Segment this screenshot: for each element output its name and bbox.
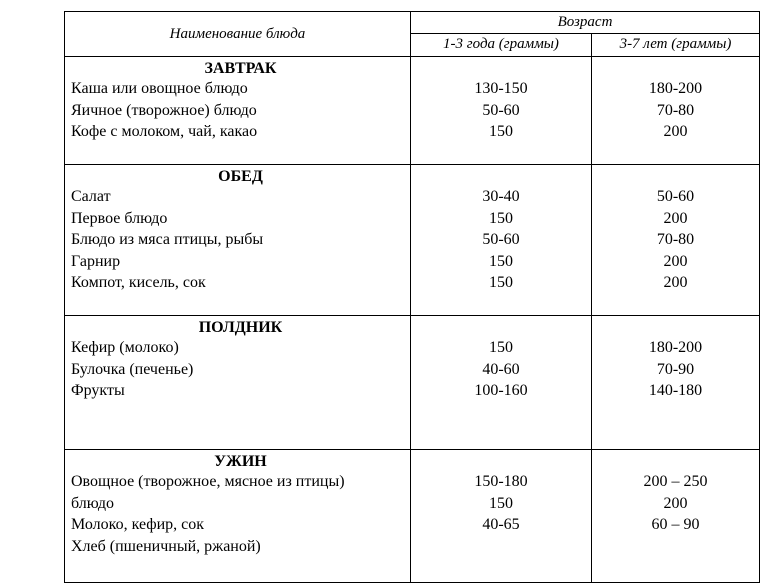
breakfast-3-7 [592, 57, 760, 165]
portion-value: 60 – 90 [651, 516, 700, 533]
lunch-dishes [65, 165, 411, 316]
portion-value: 200 [663, 252, 688, 270]
portion-value: 150-180 [474, 473, 528, 490]
portion-value: 40-60 [482, 360, 520, 378]
portion-value: 180-200 [648, 339, 703, 356]
portion-value: 150 [489, 339, 513, 356]
age-1-3-header: 1-3 года (граммы) [411, 33, 592, 56]
portion-value: 50-60 [482, 101, 520, 119]
dish-name-header: Наименование блюда [65, 12, 411, 57]
dish-item: Блюдо из мяса птицы, рыбы [71, 231, 264, 248]
portion-value: 200 [663, 274, 688, 291]
breakfast-1-3 [411, 57, 592, 165]
portion-value: 200 [663, 494, 688, 512]
dish-item: Овощное (творожное, мясное из птицы) [71, 473, 345, 490]
portion-value: 50-60 [656, 188, 695, 205]
portion-value: 200 – 250 [643, 473, 708, 490]
snack-dishes [65, 316, 411, 450]
breakfast-dishes [65, 57, 411, 165]
portion-value: 150 [489, 252, 513, 270]
portion-value: 30-40 [482, 188, 520, 205]
section-title: ЗАВТРАК [204, 60, 277, 77]
portion-value: 50-60 [482, 231, 520, 248]
portion-value: 180-200 [648, 80, 703, 97]
dish-item: Фрукты [71, 382, 125, 399]
dish-item: Яичное (творожное) блюдо [71, 101, 257, 119]
lunch-3-7 [592, 165, 760, 316]
dish-item: Кефир (молоко) [71, 339, 179, 356]
section-title: ОБЕД [218, 168, 263, 185]
section-title: УЖИН [214, 453, 267, 470]
dish-item: Булочка (печенье) [71, 360, 194, 378]
section-breakfast [65, 57, 760, 165]
menu-table [64, 11, 760, 583]
portion-value: 70-80 [656, 101, 695, 119]
portion-value: 70-80 [656, 231, 695, 248]
lunch-1-3 [411, 165, 592, 316]
header-row-top [65, 12, 760, 34]
dish-item: Каша или овощное блюдо [71, 80, 248, 97]
portion-value: 130-150 [474, 80, 528, 97]
section-dinner [65, 450, 760, 583]
section-afternoon-snack [65, 316, 760, 450]
dish-item: Компот, кисель, сок [71, 274, 206, 291]
section-title: ПОЛДНИК [198, 319, 283, 336]
portion-value: 150 [489, 494, 513, 512]
dish-item: Хлеб (пшеничный, ржаной) [71, 537, 261, 555]
dinner-dishes [65, 450, 411, 583]
portion-value: 150 [489, 123, 513, 140]
dish-item: блюдо [71, 494, 115, 512]
dish-item: Гарнир [71, 252, 121, 270]
dish-item: Салат [71, 188, 111, 205]
portion-value: 40-65 [482, 516, 520, 533]
dish-item: Первое блюдо [71, 209, 168, 227]
portion-value: 140-180 [648, 382, 703, 399]
dish-item: Кофе с молоком, чай, какао [71, 123, 258, 140]
portion-value: 150 [489, 274, 513, 291]
age-header: Возраст [411, 12, 760, 34]
snack-1-3 [411, 316, 592, 450]
portion-value: 100-160 [474, 382, 528, 399]
age-3-7-header: 3-7 лет (граммы) [592, 33, 760, 56]
dish-item: Молоко, кефир, сок [71, 516, 205, 533]
dinner-3-7 [592, 450, 760, 583]
portion-value: 150 [489, 209, 513, 227]
portion-value: 200 [663, 209, 688, 227]
snack-3-7 [592, 316, 760, 450]
portion-value: 70-90 [656, 360, 695, 378]
dinner-1-3 [411, 450, 592, 583]
section-lunch [65, 165, 760, 316]
portion-value: 200 [663, 123, 688, 140]
